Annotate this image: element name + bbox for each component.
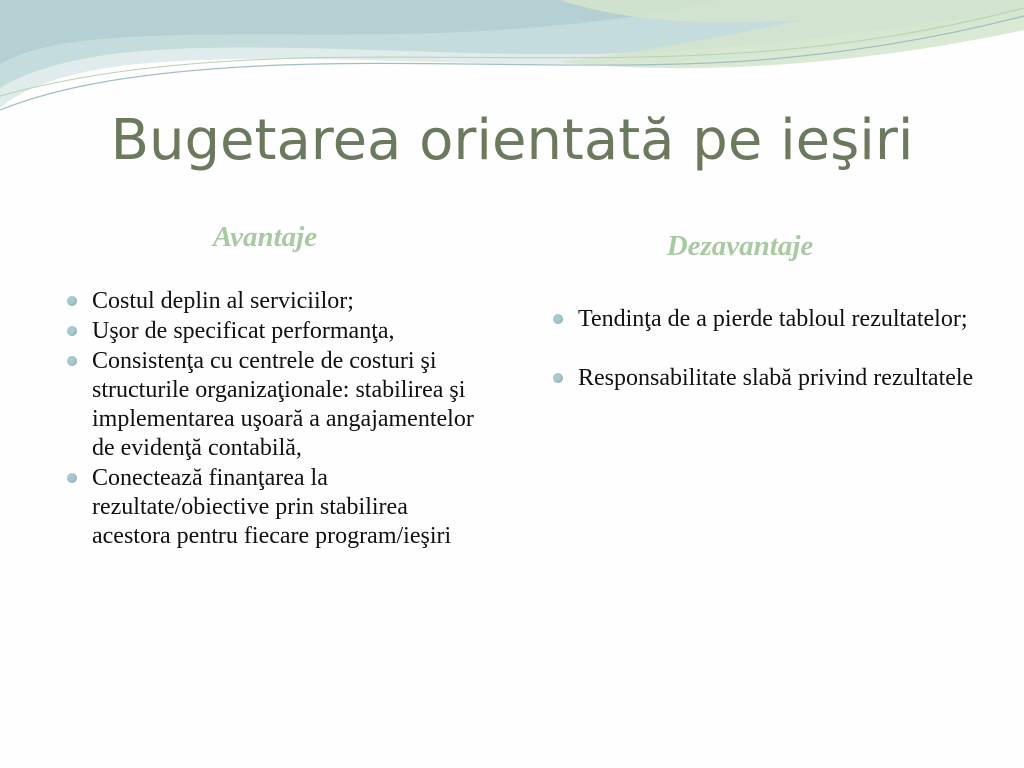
list-item-text: Costul deplin al serviciilor; xyxy=(92,288,354,314)
bullet-icon xyxy=(67,473,77,483)
bullet-icon xyxy=(553,314,563,324)
bullet-icon xyxy=(553,373,563,383)
slide-title: Bugetarea orientată pe ieşiri xyxy=(110,108,914,173)
list-item-text: Conectează finanţarea la rezultate/obiective prin stabilirea acestora pentru fiecare program/ieşiri xyxy=(92,465,452,549)
list-item xyxy=(62,464,492,551)
list-item-text: Tendinţa de a pierde tabloul rezultatelor; xyxy=(578,306,968,332)
bullet-icon xyxy=(67,326,77,336)
bullet-icon xyxy=(67,296,77,306)
list-item xyxy=(62,287,492,316)
disadvantages-heading: Dezavantaje xyxy=(666,230,814,262)
list-item-text: Consistenţa cu centrele de costuri şi structurile organizaţionale: stabilirea şi implementarea uşoară a angajamentelor de evidenţă contabilă, xyxy=(92,348,474,461)
advantages-heading: Avantaje xyxy=(212,221,318,253)
bullet-icon xyxy=(67,356,77,366)
disadvantages-list xyxy=(548,305,978,423)
list-item xyxy=(548,364,978,393)
advantages-list xyxy=(62,287,492,552)
list-item xyxy=(548,305,978,334)
list-item xyxy=(62,317,492,346)
list-item xyxy=(62,347,492,463)
list-item-text: Uşor de specificat performanţa, xyxy=(92,318,395,344)
list-item-text: Responsabilitate slabă privind rezultatele xyxy=(578,365,974,391)
